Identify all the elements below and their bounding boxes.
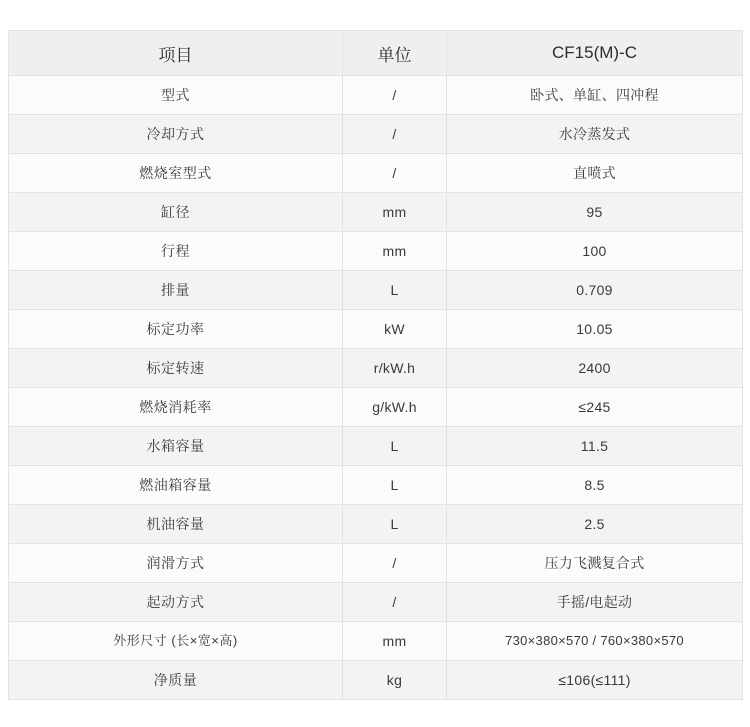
column-header-unit: 单位 — [343, 31, 447, 76]
cell-param: 缸径 — [9, 193, 343, 232]
table-row — [9, 427, 743, 466]
table-row — [9, 193, 743, 232]
cell-value: 11.5 — [447, 427, 743, 466]
table-row — [9, 115, 743, 154]
cell-param: 外形尺寸 (长×宽×高) — [9, 622, 343, 661]
cell-value: 水冷蒸发式 — [447, 115, 743, 154]
table-body — [9, 76, 743, 700]
table-header-row — [9, 31, 743, 76]
cell-unit: kg — [343, 661, 447, 700]
engine-spec-table — [8, 30, 743, 700]
table-row — [9, 661, 743, 700]
cell-unit: / — [343, 544, 447, 583]
cell-unit: / — [343, 115, 447, 154]
table-row — [9, 349, 743, 388]
cell-param: 起动方式 — [9, 583, 343, 622]
cell-unit: / — [343, 154, 447, 193]
table-row — [9, 583, 743, 622]
cell-param: 燃油箱容量 — [9, 466, 343, 505]
cell-unit: L — [343, 271, 447, 310]
cell-unit: / — [343, 76, 447, 115]
cell-param: 标定转速 — [9, 349, 343, 388]
cell-param: 燃烧室型式 — [9, 154, 343, 193]
cell-param: 标定功率 — [9, 310, 343, 349]
table-row — [9, 544, 743, 583]
cell-unit: kW — [343, 310, 447, 349]
cell-unit: L — [343, 466, 447, 505]
cell-value: 10.05 — [447, 310, 743, 349]
cell-unit: L — [343, 427, 447, 466]
cell-unit: mm — [343, 232, 447, 271]
table-row — [9, 310, 743, 349]
cell-param: 净质量 — [9, 661, 343, 700]
cell-unit: L — [343, 505, 447, 544]
cell-value: ≤106(≤111) — [447, 661, 743, 700]
table-header — [9, 31, 743, 76]
cell-value: 8.5 — [447, 466, 743, 505]
column-header-model: CF15(M)-C — [447, 31, 743, 76]
column-header-param: 项目 — [9, 31, 343, 76]
cell-unit: mm — [343, 622, 447, 661]
cell-unit: mm — [343, 193, 447, 232]
cell-unit: r/kW.h — [343, 349, 447, 388]
cell-value: 730×380×570 / 760×380×570 — [447, 622, 743, 661]
table-row — [9, 622, 743, 661]
cell-unit: g/kW.h — [343, 388, 447, 427]
cell-param: 燃烧消耗率 — [9, 388, 343, 427]
cell-value: 卧式、单缸、四冲程 — [447, 76, 743, 115]
cell-value: 2.5 — [447, 505, 743, 544]
cell-param: 润滑方式 — [9, 544, 343, 583]
cell-value: 压力飞溅复合式 — [447, 544, 743, 583]
table-row — [9, 271, 743, 310]
cell-value: 2400 — [447, 349, 743, 388]
cell-param: 冷却方式 — [9, 115, 343, 154]
table-row — [9, 154, 743, 193]
table-row — [9, 466, 743, 505]
cell-param: 行程 — [9, 232, 343, 271]
cell-param: 机油容量 — [9, 505, 343, 544]
cell-value: 直喷式 — [447, 154, 743, 193]
cell-value: 95 — [447, 193, 743, 232]
table-row — [9, 232, 743, 271]
cell-param: 型式 — [9, 76, 343, 115]
cell-value: 0.709 — [447, 271, 743, 310]
table-row — [9, 76, 743, 115]
cell-param: 水箱容量 — [9, 427, 343, 466]
cell-value: 100 — [447, 232, 743, 271]
cell-unit: / — [343, 583, 447, 622]
cell-value: 手摇/电起动 — [447, 583, 743, 622]
table-row — [9, 388, 743, 427]
table-row — [9, 505, 743, 544]
cell-value: ≤245 — [447, 388, 743, 427]
cell-param: 排量 — [9, 271, 343, 310]
